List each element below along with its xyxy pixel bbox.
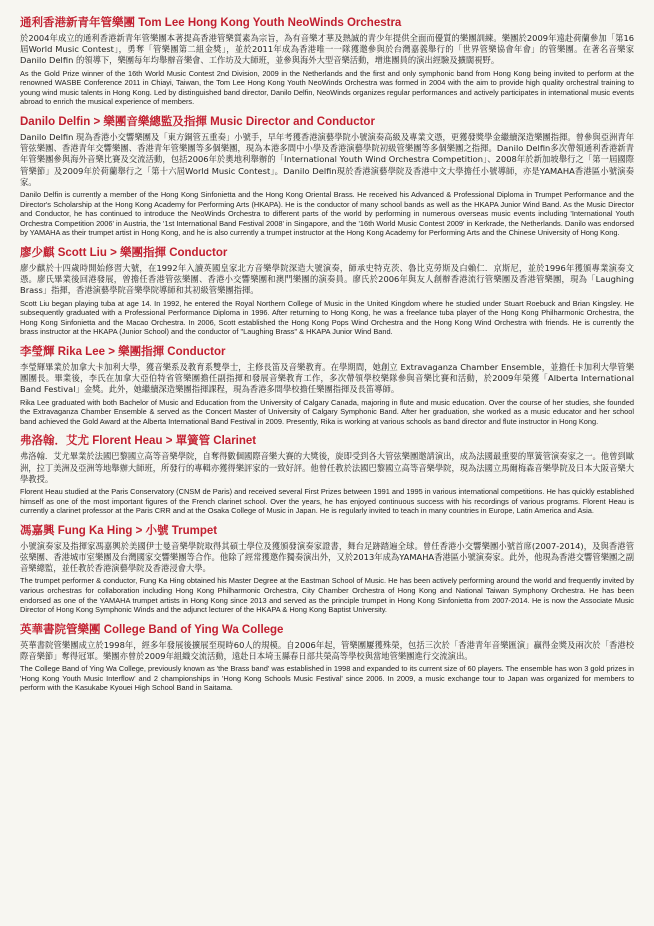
section-heading bbox=[20, 16, 634, 30]
english-paragraph: Florent Heau studied at the Paris Conservatory (CNSM de Paris) and received several First Prizes between 1991 and 1995 in various international competitions. He has quickly established himself as one of the most important figures of the French clarinet school. Over the years, he has enjoyed continuous success with his recordings of various programs. Florent Heau is currently a clarinet professor at the Paris CRR and at the Osaka College of Music in Japan. He is regularly invited to teach in many countries in Europe, Latin America and Asia. bbox=[20, 486, 634, 516]
english-paragraph: As the Gold Prize winner of the 16th World Music Contest 2nd Division, 2009 in the Netherlands and the first and only symphonic band from Hong Kong being invited to perform at the renowned WASBE Conference 2011 in Chiayi, Taiwan, the Tom Lee Hong Kong Youth NeoWinds Orchestra was formed in 2004 with the aim to provide high quality orchestral training to young wind music talents in Hong Kong. Led by distinguished band director, Danilo Delfin, NeoWinds organizes regular performances and actively participates in international music events abroad to enrich the musical experience of members. bbox=[20, 68, 634, 107]
section-heading bbox=[20, 246, 634, 260]
heading-name: 李瑩輝 Rika Lee bbox=[20, 345, 105, 358]
section-florent-heau bbox=[20, 434, 634, 515]
section-neowinds bbox=[20, 16, 634, 107]
chinese-paragraph: 小號演奏家及指揮家馮嘉興於美國伊士曼音樂學院取得其碩士學位及獲頒發演奏家證書，舞台足跡踏遍全球。曾任香港小交響樂團小號首席(2007-2014)，及與香港管弦樂團、香港城市室樂團及台灣國家交響樂團等合作。他除了經常獲邀作獨奏演出外，又於2013年成為YAMAHA香港區小號演奏家。此外，他現為香港交響管樂團之副音樂總監，並任教於香港演藝學院及香港浸會大學。 bbox=[20, 540, 634, 574]
section-heading bbox=[20, 623, 634, 637]
chinese-paragraph: 廖少麒於十四歲時開始修習大號，在1992年入讀英國皇家北方音樂學院深造大號演奏，師承史特克茨、魯比克勞斯及白賴仁．京斯尼，並於1996年獲頒專業演奏文憑。廖氏畢業後回港發展，曾擔任香港管弦樂團、香港小交響樂團和澳門樂團的演奏員。廖氏於2006年與友人創辦香港流行管樂團及香港管樂團，現為「Laughing Brass」指揮，香港演藝學院音樂學院導師和其初級管樂團指揮。 bbox=[20, 262, 634, 296]
heading-name: 通利香港新青年管樂團 Tom Lee Hong Kong Youth NeoWinds Orchestra bbox=[20, 17, 402, 29]
heading-name: 英華書院管樂團 College Band of Ying Wa College bbox=[20, 623, 284, 636]
section-heading bbox=[20, 434, 634, 448]
section-scott-liu bbox=[20, 246, 634, 337]
heading-name: 馮嘉興 Fung Ka Hing bbox=[20, 524, 133, 537]
english-paragraph: The College Band of Ying Wa College, previously known as 'the Brass band' was established in 1998 and expanded to its current size of 60 players. The ensemble has won 3 gold prizes in 'Hong Kong Youth Music Interflow' and 2 championships in 'Hong Kong Schools Music Festival' since 2006. In 2009, a music exchange tour to Japan was organized for members to perform with the Kasukabe Kyouei High School Band in Saitama. bbox=[20, 664, 634, 693]
chinese-paragraph: 於2004年成立的通利香港新青年管樂團本著提高香港管樂質素為宗旨，為有音樂才華及熱誠的青少年提供全面而優質的樂團訓練。樂團於2009年遠赴荷蘭參加「第16屆World Music Contest」，勇奪「管樂團第二組金獎」，並於2011年成為香港唯一一隊獲邀參與於台灣嘉義舉行的「世界管樂協會年會」的管樂團。在著名音樂家 Danilo Delfin 的領導下，樂團每年均舉辦音樂會、工作坊及大師班，並參與海外大型音樂活動，增進團員的演出經驗及擴闊視野。 bbox=[20, 33, 634, 66]
heading-role: > 小號 Trumpet bbox=[135, 524, 218, 537]
chinese-paragraph: Danilo Delfin 現為香港小交響樂團及「東方銅管五重奏」小號手，早年考獲香港演藝學院小號演奏高級及專業文憑，更獲發獎學金繼續深造樂團指揮。曾參與亞洲青年管弦樂團、香港青年交響樂團、香港青年管樂團等多個樂團，現為本港多間中小學及香港演藝學院初級管樂團等多個樂團之指揮。Danilo Delfin多次帶領通利香港新青年管樂團參與海外音樂比賽及交流活動，包括2006年於奧地利舉辦的「International Youth Wind Orchestra Competition」、2008年於新加坡舉行之「第一屆國際管樂節」及2009年於荷蘭舉行之「第十六屆World Music Contest」。Danilo Delfin現於香港演藝學院及香港中文大學擔任小號導師，亦是YAMAHA香港區小號演奏家。 bbox=[20, 131, 634, 187]
heading-role: > 樂團音樂總監及指揮 Music Director and Conductor bbox=[93, 115, 375, 128]
english-paragraph: Danilo Delfin is currently a member of the Hong Kong Sinfonietta and the Hong Kong Oriental Brass. He received his Advanced & Professional Diploma in Trumpet Performance and the Director's Scholarship at the Hong Kong Academy for Performing Arts (HKAPA). He is the conductor of many school bands as well as the HKAPA Junior Wind Band. As the Music Director and Conductor, he has continued to introduce the NeoWinds Orchestra to different parts of the world by performing in numerous overseas music events including 'International Youth Orchestra Competition 2006' in Austria, the '1st International Band Festival 2008' in Singapore, and the '16th World Music Contest 2009' in Kerkrade, the Netherlands. Danilo was endorsed by YAMAHA as their trumpet artist in Hong Kong, and he is also currently a trumpet instructor at the Hong Kong Academy for Performing Arts and the Chinese University of Hong Kong. bbox=[20, 190, 634, 238]
english-paragraph: Scott Liu began playing tuba at age 14. In 1992, he entered the Royal Northern College of Music in the United Kingdom where he studied under Stuart Roebuck and Brian Kingsley. He subsequently graduated with a Professional Performance Diploma in 1996. After returning to Hong Kong, he was a freelance tuba player of the Hong Kong Philharmonic Orchestra, the Hong Kong Sinfonietta and the Macao Orchestra. In 2006, Scott established the Hong Kong Pops Wind Orchestra and the Hong Kong Wind Orchestra with friends. He is currently the brass instructor at the HKAPA (Junior School) and the conductor of "Laughing Brass" & HKAPA Junior Wind Band. bbox=[20, 298, 634, 337]
english-paragraph: Rika Lee graduated with both Bachelor of Music and Education from the University of Calgary Canada, majoring in flute and music education. Over the course of her studies, she founded the Extravaganza Chamber Ensemble & served as the Concert Master of University of Calgary Symphonic Band. After her graduation, she worked as a music educator and her school band achieved the Gold Award at the Alberta International Band Festival in 2009. Presently, Rika is working at various schools as band director and flute instructor in Hong Kong. bbox=[20, 397, 634, 426]
section-heading bbox=[20, 524, 634, 538]
chinese-paragraph: 李瑩輝畢業於加拿大卡加利大學，獲音樂系及教育系雙學士，主修長笛及音樂教育。在學期間，她創立 Extravaganza Chamber Ensemble，並擔任卡加利大學管樂團團長。畢業後，李氏在加拿大亞伯特省管樂團擔任副指揮和發展音樂教育工作，多次帶領學校樂隊參與音樂比賽和活動，於2009年榮獲「Alberta International Band Festival」金獎。此外，她繼續深造樂團指揮課程，現為香港多間學校擔任樂團指揮及長笛導師。 bbox=[20, 361, 634, 395]
section-rika-lee bbox=[20, 345, 634, 426]
section-heading bbox=[20, 345, 634, 359]
chinese-paragraph: 英華書院管樂團成立於1998年，經多年發展後擴展至現時60人的規模。自2006年起，管樂團屢獲殊榮，包括三次於「香港青年音樂匯演」贏得金獎及兩次於「香港校際音樂節」奪得冠軍。樂團亦曾於2009年組織交流活動，遠赴日本埼玉縣春日部共榮高等學校與當地管樂團進行交流演出。 bbox=[20, 639, 634, 661]
english-paragraph: The trumpet performer & conductor, Fung Ka Hing obtained his Master Degree at the Eastman School of Music. He has been actively performing around the world and frequently invited by various orchestras for collaboration including Hong Kong Philharmonic Orchestra, City Chamber Orchestra of Hong Kong and National Taiwan Symphony Orchestra. He has been endorsed as one of the YAMAHA trumpet artists in Hong Kong since 2013 and served as the principle trumpet in Hong Kong Sinfonietta from 2007-2014. He is now the Associate Music Director of Hong Kong Symphonic Winds and the adjunct lecturer of the HKAPA & Hong Kong Baptist University. bbox=[20, 576, 634, 615]
heading-name: 弗洛翰．艾尤 Florent Heau bbox=[20, 435, 163, 448]
section-ying-wa-college-band bbox=[20, 623, 634, 693]
heading-role: > 樂團指揮 Conductor bbox=[108, 345, 226, 358]
section-danilo-delfin bbox=[20, 115, 634, 238]
chinese-paragraph: 弗洛翰．艾尤畢業於法國巴黎國立高等音樂學院，自奪得數個國際音樂大賽的大獎後，旋即受到各大管弦樂團邀請演出，成為法國最重要的單簧管演奏家之一。他曾到歐洲，拉丁美洲及亞洲等地舉辦大師班，所發行的專輯亦獲得樂評家的一致好評。他曾任教於法國巴黎國立高等音樂學院，現為法國立馬爾梅森音樂學院及日本大阪音樂大學教授。 bbox=[20, 451, 634, 484]
heading-role: > 單簧管 Clarinet bbox=[165, 435, 257, 448]
section-heading bbox=[20, 115, 634, 129]
heading-name: 廖少麒 Scott Liu bbox=[20, 246, 107, 259]
heading-name: Danilo Delfin bbox=[20, 115, 91, 128]
section-fung-ka-hing bbox=[20, 524, 634, 615]
heading-role: > 樂團指揮 Conductor bbox=[110, 246, 228, 259]
